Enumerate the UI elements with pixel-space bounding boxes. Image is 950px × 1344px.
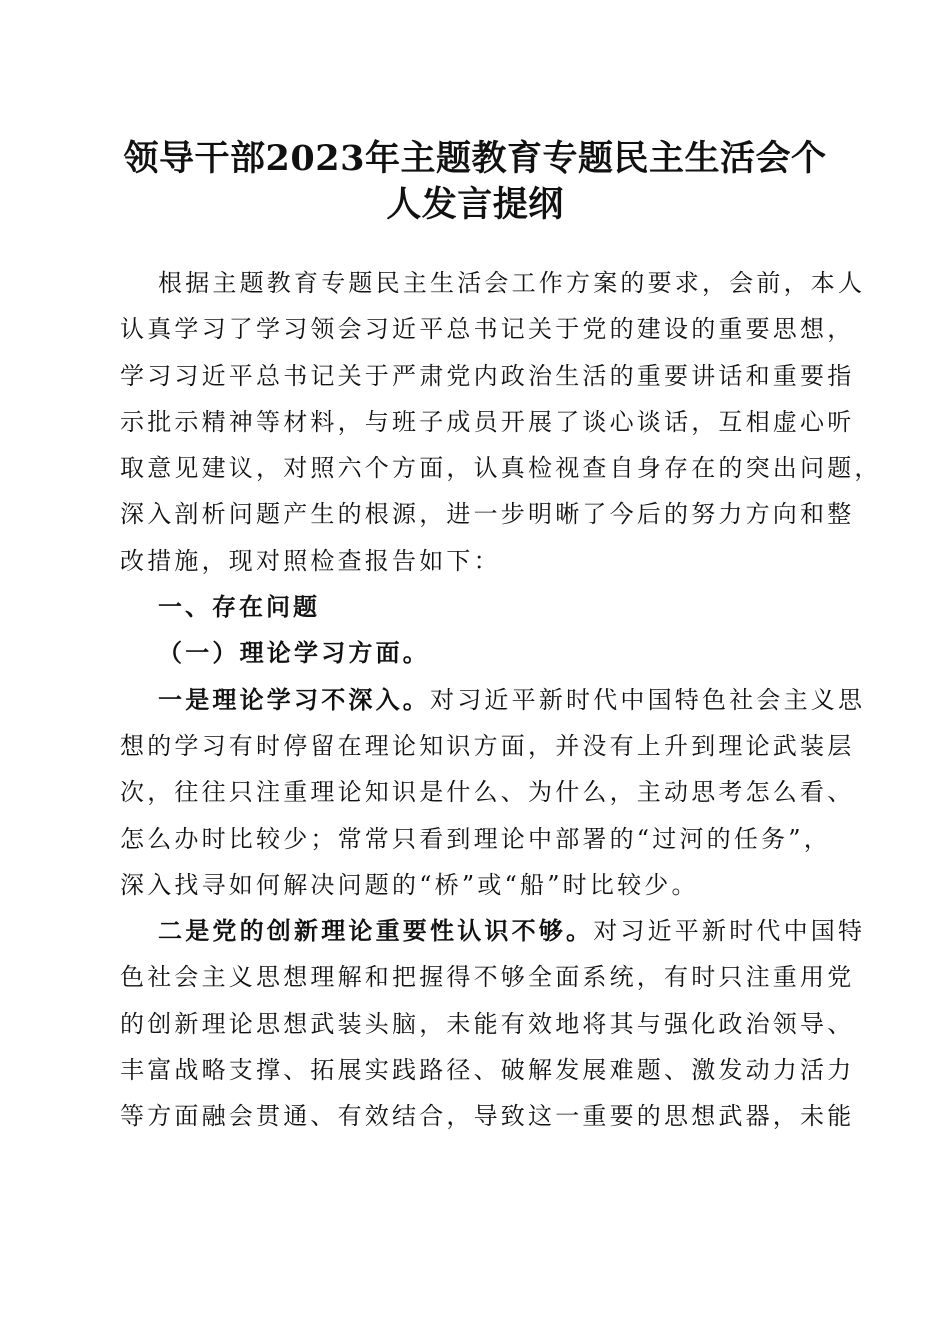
point-2-line: 色社会主义思想理解和把握得不够全面系统，有时只注重用党 (120, 963, 855, 992)
document-title (110, 136, 840, 228)
subsection-heading: （一）理论学习方面。 (158, 638, 430, 668)
intro-line: 取意见建议，对照六个方面，认真检视查自身存在的突出问题， (120, 454, 882, 483)
point-1-line: 想的学习有时停留在理论知识方面，并没有上升到理论武装层 (120, 731, 855, 760)
point-2-line: 丰富战略支撑、拓展实践路径、破解发展难题、激发动力活力 (120, 1056, 855, 1085)
intro-line: 学习习近平总书记关于严肃党内政治生活的重要讲话和重要指 (120, 361, 855, 390)
intro-line: 根据主题教育专题民主生活会工作方案的要求，会前，本人 (158, 269, 866, 297)
intro-line: 示批示精神等材料，与班子成员开展了谈心谈话，互相虚心听 (120, 407, 855, 436)
point-1-line: 怎么办时比较少；常常只看到理论中部署的“过河的任务”， (120, 824, 831, 853)
point-2-text: 对习近平新时代中国特 (593, 917, 866, 946)
point-2-first-line (120, 908, 866, 954)
title-line-1: 领导干部2023年主题教育专题民主生活会个 (123, 138, 827, 179)
point-1-text: 对习近平新时代中国特色社会主义思 (430, 685, 866, 714)
point-2-line: 的创新理论思想武装头脑，未能有效地将其与强化政治领导、 (120, 1009, 855, 1038)
document-body (120, 260, 882, 1140)
intro-line: 深入剖析问题产生的根源，进一步明晰了今后的努力方向和整 (120, 500, 855, 529)
point-2-lead: 二是党的创新理论重要性认识不够。 (158, 916, 594, 946)
point-1-line: 深入找寻如何解决问题的“桥”或“船”时比较少。 (120, 870, 699, 899)
title-line-2: 人发言提纲 (386, 184, 564, 225)
point-2-line: 等方面融会贯通、有效结合，导致这一重要的思想武器，未能 (120, 1102, 855, 1131)
point-1-line: 次，往往只注重理论知识是什么、为什么，主动思考怎么看、 (120, 778, 855, 807)
intro-line: 改措施，现对照检查报告如下： (120, 546, 501, 575)
point-1-lead: 一是理论学习不深入。 (158, 684, 430, 714)
point-1-first-line (120, 677, 866, 723)
section-heading: 一、存在问题 (158, 593, 320, 622)
intro-line: 认真学习了学习领会习近平总书记关于党的建设的重要思想， (120, 315, 855, 344)
